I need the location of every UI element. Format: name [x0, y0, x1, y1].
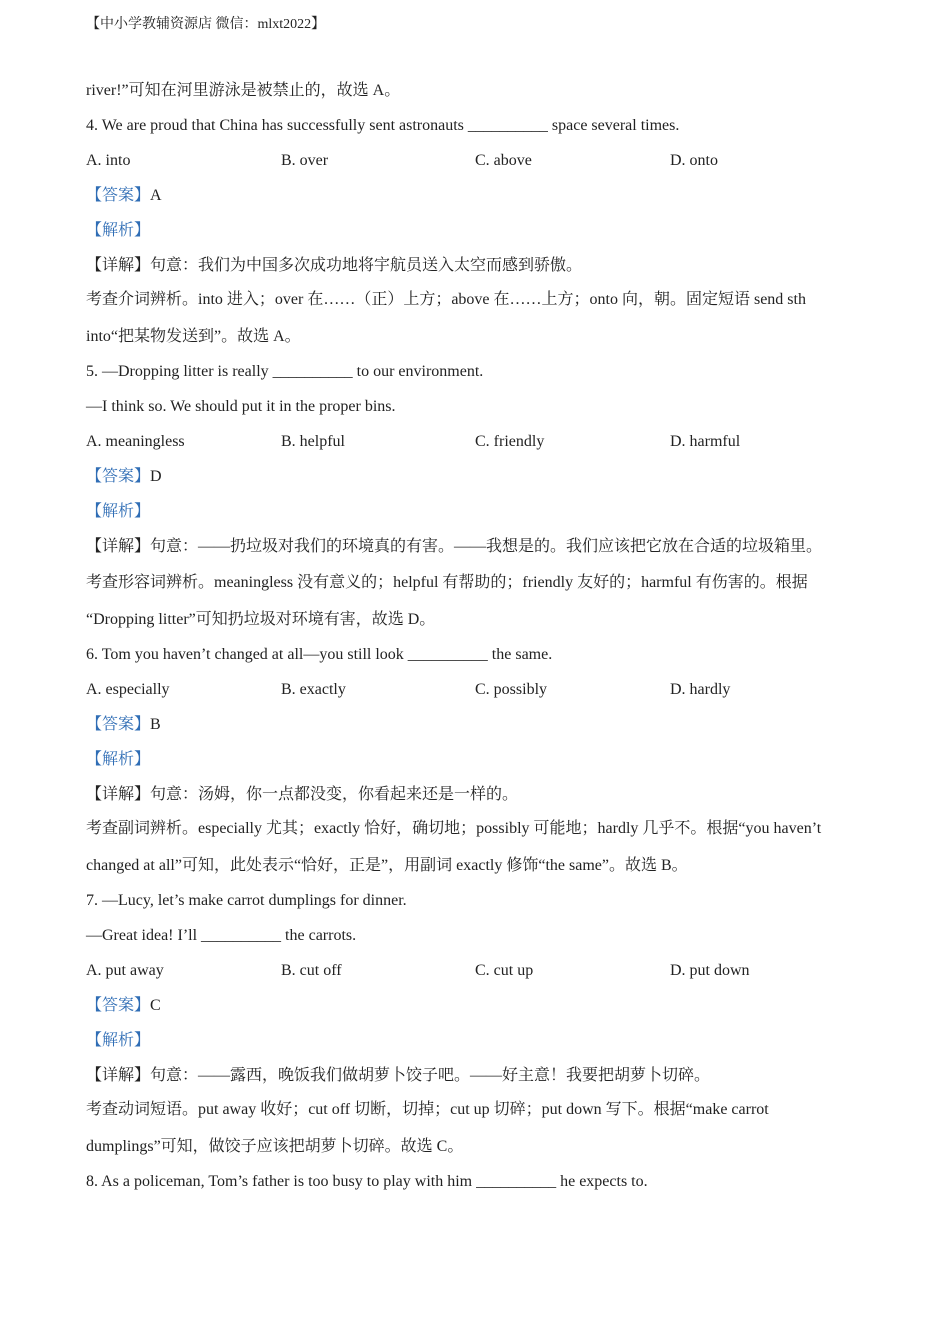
q6-option-d: D. hardly — [670, 681, 731, 698]
q6-explanation-1: 考查副词辨析。especially 尤其；exactly 恰好，确切地；possibly 可能地；hardly 几乎不。根据“you haven’t — [86, 820, 822, 837]
question-7-stem-2: —Great idea! I’ll __________ the carrots. — [86, 927, 357, 944]
intro-text: river!”可知在河里游泳是被禁止的，故选 A。 — [86, 82, 401, 99]
answer-tag: 【答案】 — [86, 716, 151, 733]
q4-explanation-1: 考查介词辨析。into 进入；over 在……（正）上方；above 在……上方；onto 向，朝。固定短语 send sth — [86, 291, 806, 308]
answer-value: A — [150, 187, 162, 204]
q6-explanation-2: changed at all”可知，此处表示“恰好，正是”，用副词 exactly 修饰“the same”。故选 B。 — [86, 857, 688, 874]
q4-explanation-2: into“把某物发送到”。故选 A。 — [86, 328, 301, 345]
q7-option-a: A. put away — [86, 962, 164, 979]
q5-option-c: C. friendly — [475, 433, 545, 450]
q5-answer — [86, 467, 162, 487]
q4-option-a: A. into — [86, 152, 131, 169]
q7-explanation-1: 考查动词短语。put away 收好；cut off 切断，切掉；cut up 切碎；put down 写下。根据“make carrot — [86, 1101, 769, 1118]
q5-detail: 【详解】句意：——扔垃圾对我们的环境真的有害。——我想是的。我们应该把它放在合适的垃圾箱里。 — [86, 538, 823, 555]
q6-answer — [86, 715, 161, 735]
question-6-stem: 6. Tom you haven’t changed at all—you still look __________ the same. — [86, 646, 553, 663]
question-8-stem: 8. As a policeman, Tom’s father is too busy to play with him __________ he expects to. — [86, 1173, 648, 1190]
q7-explanation-2: dumplings”可知，做饺子应该把胡萝卜切碎。故选 C。 — [86, 1138, 464, 1155]
q5-option-b: B. helpful — [281, 433, 345, 450]
q4-answer — [86, 186, 162, 206]
answer-tag: 【答案】 — [86, 187, 151, 204]
q5-explanation-2: “Dropping litter”可知扔垃圾对环境有害，故选 D。 — [86, 611, 436, 628]
q4-option-b: B. over — [281, 152, 329, 169]
q4-analysis-tag: 【解析】 — [86, 222, 151, 239]
q6-analysis-tag: 【解析】 — [86, 751, 151, 768]
question-4-stem: 4. We are proud that China has successfully sent astronauts __________ space several times. — [86, 117, 680, 134]
q5-option-d: D. harmful — [670, 433, 741, 450]
question-7-stem-1: 7. —Lucy, let’s make carrot dumplings for dinner. — [86, 892, 407, 909]
answer-value: B — [150, 716, 161, 733]
answer-tag: 【答案】 — [86, 468, 151, 485]
q4-detail: 【详解】句意：我们为中国多次成功地将宇航员送入太空而感到骄傲。 — [86, 257, 583, 274]
page-header: 【中小学教辅资源店 微信：mlxt2022】 — [86, 17, 326, 32]
q5-analysis-tag: 【解析】 — [86, 503, 151, 520]
q7-option-d: D. put down — [670, 962, 750, 979]
q6-option-b: B. exactly — [281, 681, 346, 698]
q5-explanation-1: 考查形容词辨析。meaningless 没有意义的；helpful 有帮助的；friendly 友好的；harmful 有伤害的。根据 — [86, 574, 808, 591]
q6-option-c: C. possibly — [475, 681, 548, 698]
answer-tag: 【答案】 — [86, 997, 151, 1014]
q5-option-a: A. meaningless — [86, 433, 185, 450]
q7-detail: 【详解】句意：——露西，晚饭我们做胡萝卜饺子吧。——好主意！我要把胡萝卜切碎。 — [86, 1067, 711, 1084]
q7-option-b: B. cut off — [281, 962, 342, 979]
q7-option-c: C. cut up — [475, 962, 534, 979]
q6-detail: 【详解】句意：汤姆，你一点都没变，你看起来还是一样的。 — [86, 786, 519, 803]
q7-answer — [86, 996, 161, 1016]
q6-option-a: A. especially — [86, 681, 170, 698]
question-5-stem-2: —I think so. We should put it in the proper bins. — [86, 398, 396, 415]
answer-value: C — [150, 997, 161, 1014]
q4-option-c: C. above — [475, 152, 532, 169]
answer-value: D — [150, 468, 162, 485]
q4-option-d: D. onto — [670, 152, 718, 169]
q7-analysis-tag: 【解析】 — [86, 1032, 151, 1049]
question-5-stem-1: 5. —Dropping litter is really __________ to our environment. — [86, 363, 484, 380]
